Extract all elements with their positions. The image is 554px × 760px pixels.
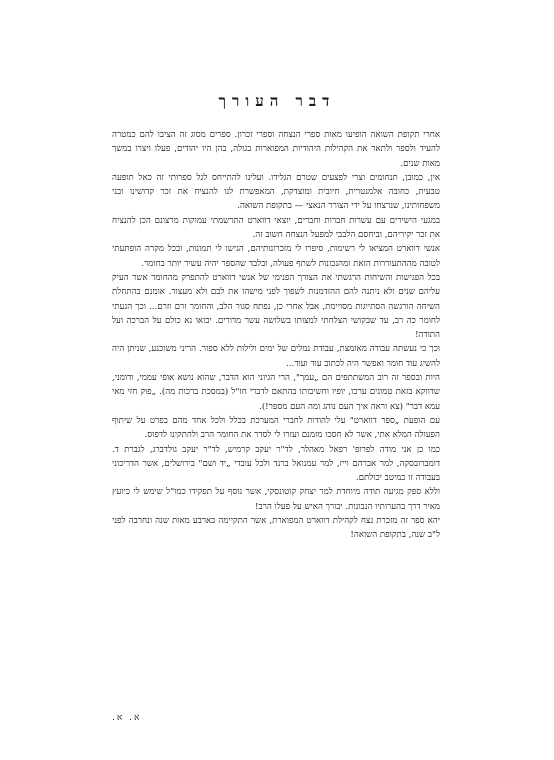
paragraph-11: יהא ספר זה מזכרת נצח לקהילת דווארט המפוארת, אשר התקיימה כארבע מאות שנה ונחרבה לפני ל"ב שנה, בתקופת השואה! bbox=[112, 516, 440, 541]
paragraph-8: עם הופעת „ספר דווארט" עלי להודות לחברי המערכת בכלל ולכל אחד מהם בפרט על שיתוף הפעולה המלא אתי, אשר לא חסכו מזמנם ועזרו לי לסדר את החומר הרב ולהתקינו לדפוס. bbox=[112, 415, 440, 441]
paragraph-10: וללא ספק מגיעה תודה מיוחדת למר יצחק קוטונסקי, אשר נוסף על תפקידו כמו"ל שימש לי כיועץ מאיר דרך בהערותיו הנבונות. יבורך האיש על פעלו הרב! bbox=[112, 487, 440, 512]
paragraph-7: היות ובספר זה רוב המשתתפים הם „עמך", הרי הגיוני הוא הדבר, שהוא נושא אופי עממי, ודומני, שדווקא בזאת טמונים ערכו, יופיו וחשיבותו בהתאם לדברי חז"ל (במסכת ברכות מה). „פוק חזי מאי עמא דבר" (צא וראה איך העם נוהג ומה העם מספר!). bbox=[112, 373, 440, 412]
paragraph-3: במגעי הישירים עם עשרות חברות וחברים, יוצאי דווארט התרשמתי עמוקות מרצונם הכן להנציח את זכר יקיריהם, וביחסם הלבבי למפעל הנצחה חשוב זה. bbox=[112, 215, 440, 241]
paragraph-5: בכל הפגישות והשיחות הרגשתי את הצורך הפנימי של אנשי דווארט להתפרק מהחומר אשר העיק עליהם שנים ולא ניתנה להם ההזדמנות לשפוך לפני מישהו את לבם ולא מעצור. אומנם בהתחלת השיחה הורגשה הסתייגות מסויימת, אבל אחרי כן, נפתח סגור הלב, והחומר זרם וזרם... וכך הגעתי לחומר כה רב, עד שבקושי הצלחתי למצותו בשלושה עשר מדורים. יבואו נא כולם על הברכה ועל התודה! bbox=[112, 272, 440, 341]
paragraph-6: וכך כי נעשתה עבודה מאומצת, עבודת נמלים של ימים ולילות ללא ספור. הריני משוכנע, שניתן היה להשיג עוד חומר ואפשר היה לכתוב עוד ועוד... bbox=[112, 344, 440, 369]
page-title: דבר העורך bbox=[218, 92, 336, 110]
paragraph-2: אין, כמובן, תנחומים וצרי לפצעים שטרם הגלידו. ועלינו להתייחס לגל ספרותי זה כאל תופעה טבעית, כחובה אלמנטרית, חיובית ומוצדקת, המאפשרת לנו להנציח את זכר קדושינו ובני משפחותינו, שנרצחו על ידי הצורר הנאצי — בתקופת השואה. bbox=[112, 172, 440, 212]
paragraph-9: כמו כן אני מודה לפרופ' רפאל מאהלר, לד"ר יעקב קרמיש, לד"ר יעקב גולדברג, לגברת ד. דומברובסקה, למר אברהם וייז, למר עמנואל ברנד ולכל עובדי „יד ושם" בירושלים, אשר הדריכוני בעבודה זו כמיטב יכולתם. bbox=[112, 444, 440, 484]
signature-initials: א. א. bbox=[112, 713, 142, 723]
paragraph-4: אנשי דווארט המציאו לי רשימות, סיפרו לי מזכרונותיהם, הגישו לי תמונות, ובכל מקרה הופתעתי לטובה מההתעוררות הזאת ומהנכונות לשתף פעולה, ובלבד שהספר יהיה עשיר יותר בחומר. bbox=[112, 244, 440, 269]
editor-foreword-body bbox=[112, 128, 440, 543]
paragraph-1: אחרי תקופת השואה הופיעו מאות ספרי הנצחה וספרי זכרון. ספרים מסוג זה הציבו להם כמטרה להעיד ולספר ולתאר את הקהילות היהודיות המפוארות בגולה, בהן היו יהודים, פעלו ויצרו במשך מאות שנים. bbox=[112, 130, 440, 169]
